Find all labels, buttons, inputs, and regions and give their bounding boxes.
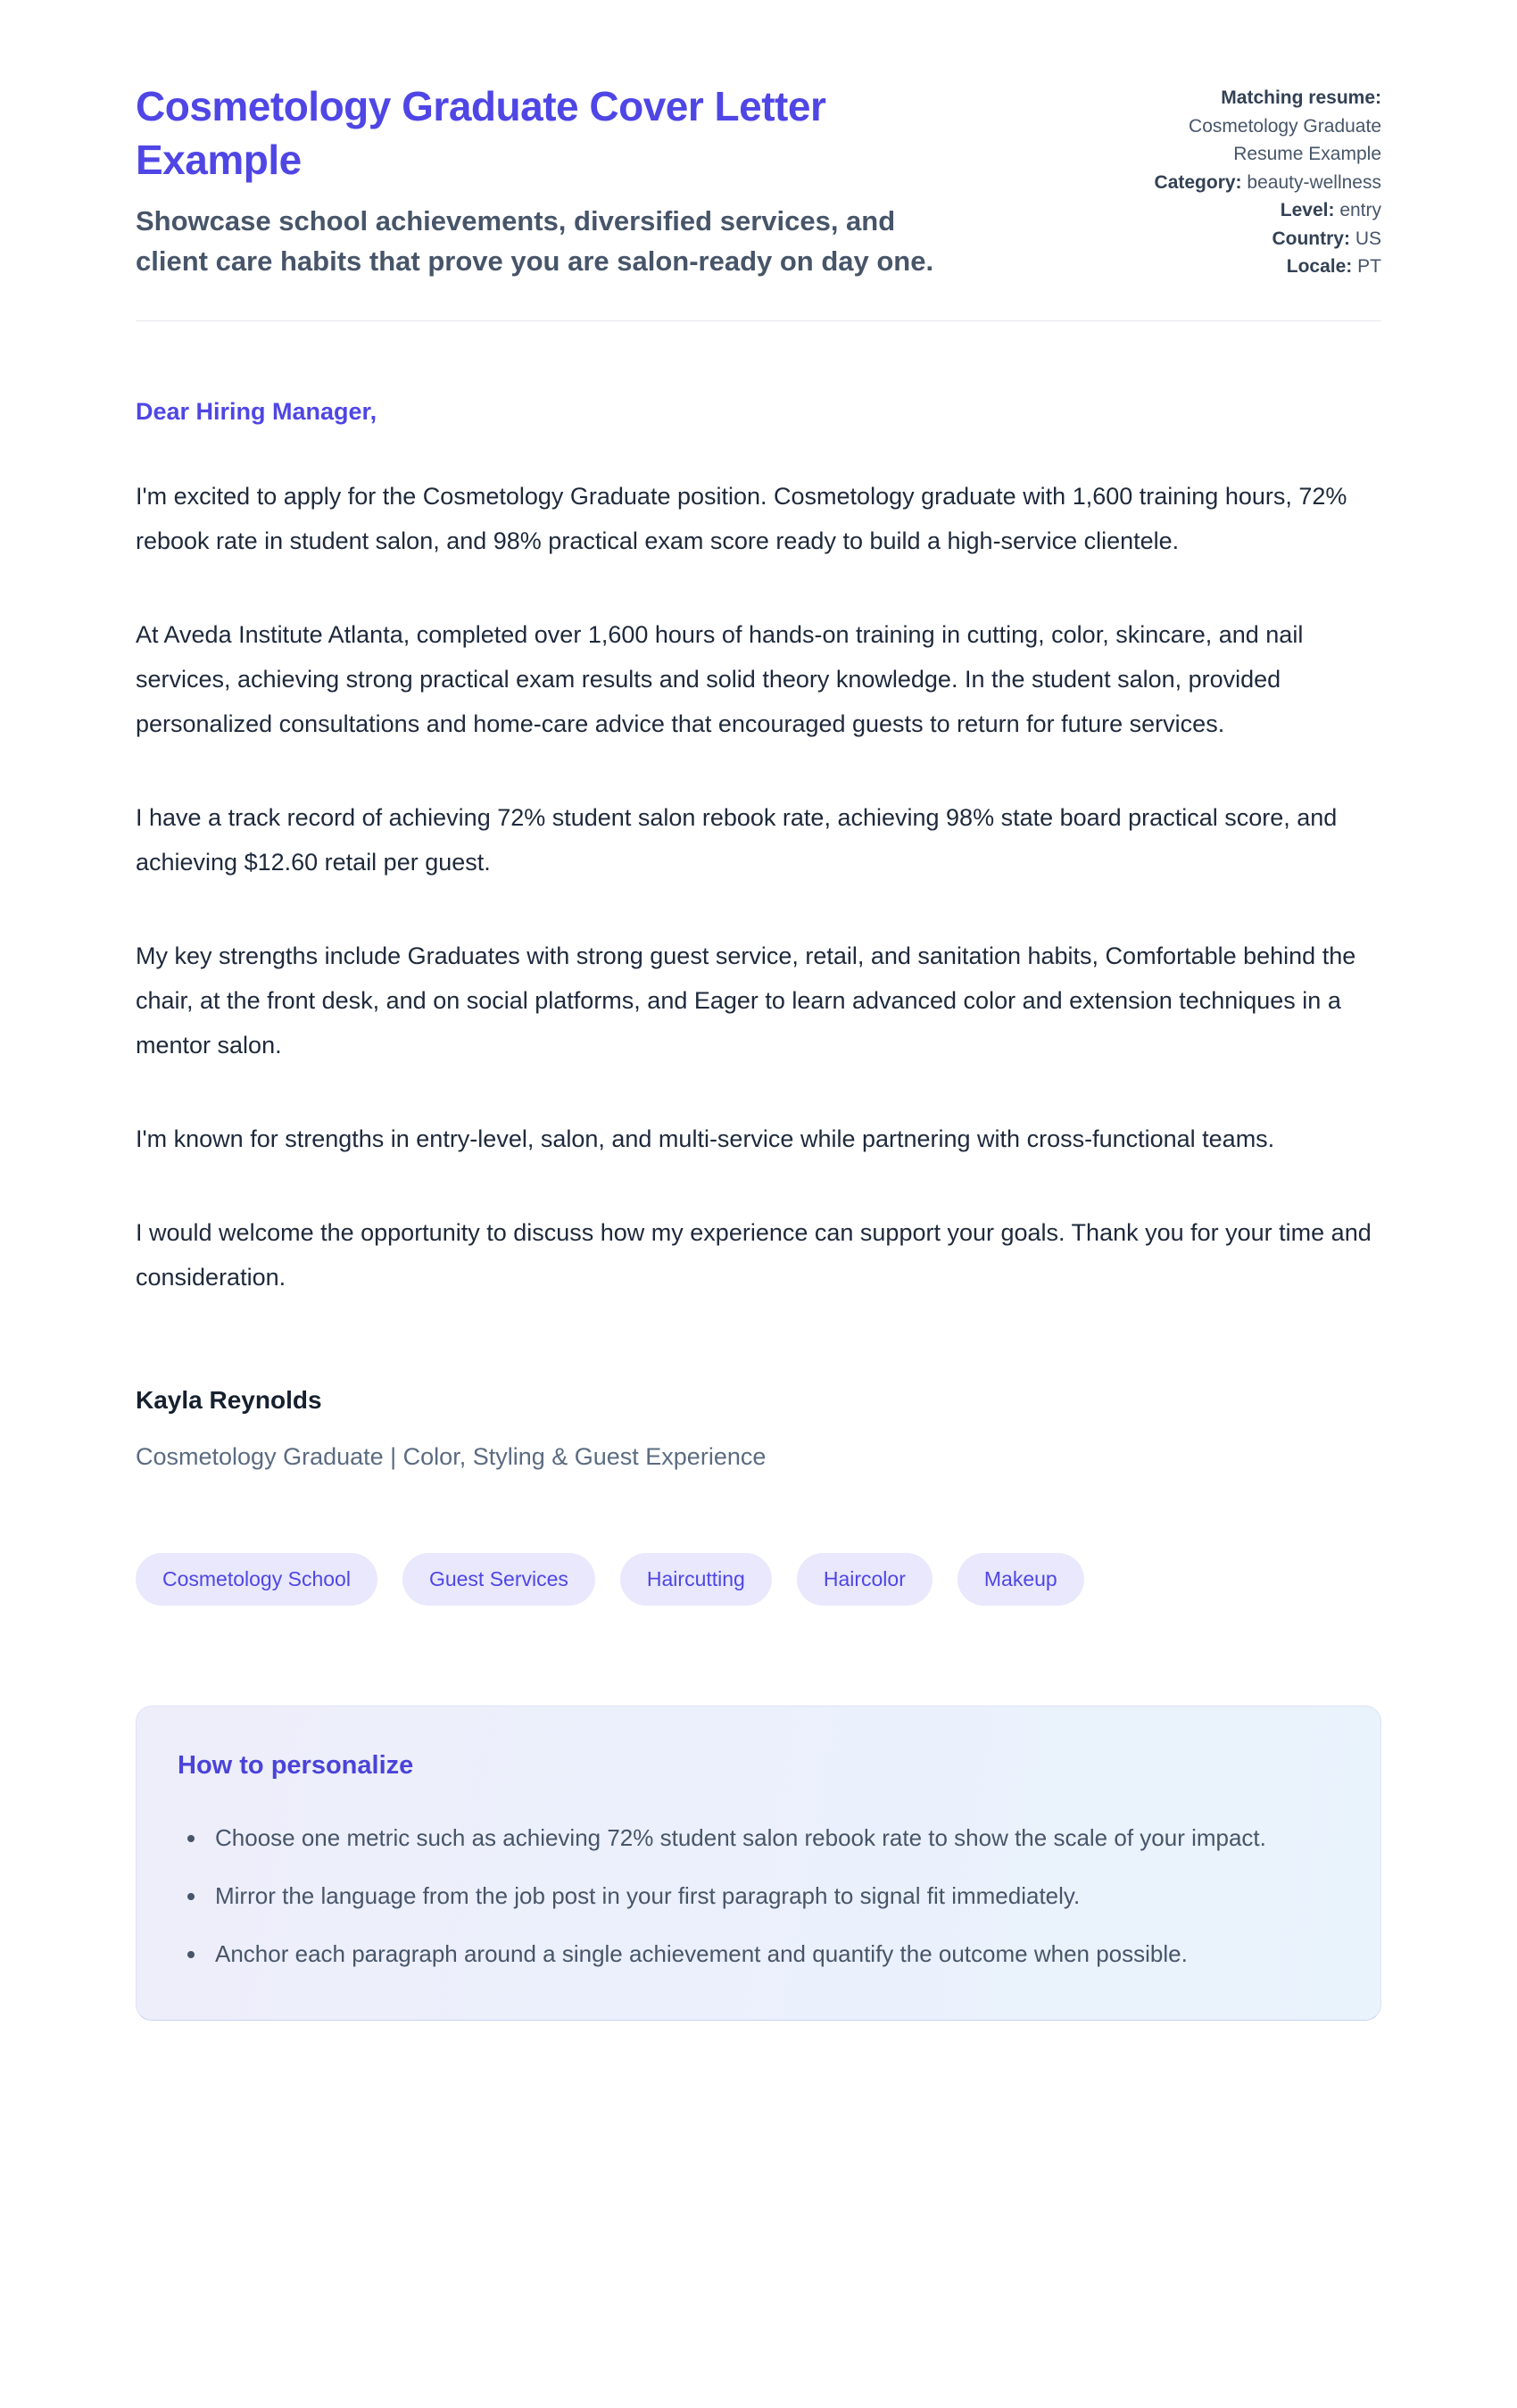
tag-pill[interactable]: Cosmetology School — [136, 1553, 377, 1606]
meta-value: entry — [1339, 200, 1381, 220]
meta-value: PT — [1357, 256, 1381, 277]
header-title-block — [136, 80, 1109, 281]
meta-country — [1145, 225, 1381, 253]
meta-level — [1145, 196, 1381, 225]
page-container — [136, 0, 1381, 2110]
personalize-box — [136, 1706, 1381, 2021]
meta-value: Cosmetology Graduate Resume Example — [1189, 115, 1381, 164]
meta-label: Level: — [1280, 200, 1335, 220]
signature-role: Cosmetology Graduate | Color, Styling & Guest Experience — [136, 1442, 767, 1470]
meta-matching-resume — [1145, 84, 1381, 169]
personalize-title: How to personalize — [178, 1750, 414, 1780]
page-subtitle: Showcase school achievements, diversified services, and client care habits that prove you are salon-ready on day one. — [136, 204, 934, 277]
signature-name: Kayla Reynolds — [136, 1385, 322, 1414]
meta-category — [1145, 169, 1381, 197]
cover-letter-body — [136, 398, 1381, 1299]
header-divider — [136, 320, 1381, 321]
meta-label: Country: — [1272, 228, 1350, 249]
tip-item: • Choose one metric such as achieving 72% student salon rebook rate to show the scale of your impact. — [208, 1816, 1339, 1860]
skill-tags-row — [136, 1553, 1381, 1606]
meta-label: Matching resume: — [1221, 87, 1381, 108]
tag-pill[interactable]: Haircolor — [797, 1553, 933, 1606]
tip-item: • Mirror the language from the job post in your first paragraph to signal fit immediately. — [208, 1874, 1339, 1918]
meta-locale — [1145, 253, 1381, 281]
tip-item: • Anchor each paragraph around a single achievement and quantify the outcome when possible. — [208, 1932, 1339, 1976]
meta-label: Category: — [1154, 171, 1242, 193]
letter-paragraph: I'm excited to apply for the Cosmetology Graduate position. Cosmetology graduate with 1,600 training hours, 72% rebook rate in student salon, and 98% practical exam score ready to build a high-service clientele. — [136, 483, 1347, 555]
letter-greeting: Dear Hiring Manager, — [136, 398, 377, 426]
letter-paragraph: I'm known for strengths in entry-level, salon, and multi-service while partnering with cross-functional teams. — [136, 1125, 1275, 1152]
letter-paragraph: My key strengths include Graduates with strong guest service, retail, and sanitation habits, Comfortable behind the chair, at the front desk, and on social platforms, and Eager to learn advanced color and extension techniques in a mentor salon. — [136, 942, 1356, 1059]
tag-pill[interactable]: Makeup — [957, 1553, 1084, 1606]
page-title: Cosmetology Graduate Cover Letter Example — [136, 83, 826, 183]
meta-value: US — [1355, 228, 1381, 249]
tag-pill[interactable]: Guest Services — [402, 1553, 595, 1606]
signature-block — [136, 1386, 1381, 1471]
letter-paragraph: I would welcome the opportunity to discuss how my experience can support your goals. Thank you for your time and consideration. — [136, 1218, 1372, 1291]
personalize-tips-list — [178, 1816, 1339, 1977]
tag-pill[interactable]: Haircutting — [620, 1553, 772, 1606]
resume-meta-block — [1145, 80, 1381, 281]
letter-paragraph: I have a track record of achieving 72% student salon rebook rate, achieving 98% state board practical score, and achieving $12.60 retail per guest. — [136, 804, 1338, 876]
meta-value: beauty-wellness — [1247, 171, 1381, 193]
page-header — [136, 80, 1381, 281]
letter-paragraph: At Aveda Institute Atlanta, completed over 1,600 hours of hands-on training in cutting, color, skincare, and nail services, achieving strong practical exam results and solid theory knowledge. In the student salon, provided personalized consultations and home-care advice that encouraged guests to return for future services. — [136, 621, 1304, 738]
meta-label: Locale: — [1286, 256, 1353, 277]
